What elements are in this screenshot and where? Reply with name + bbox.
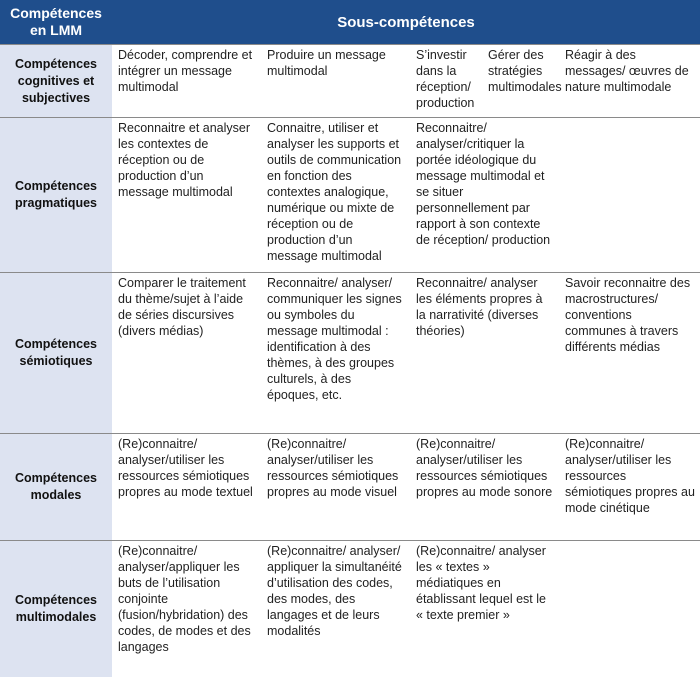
table-cell: (Re)connaitre/ analyser/utiliser les ressources sémiotiques propres au mode textuel: [112, 434, 261, 541]
table-row: [0, 541, 700, 677]
table-cell-empty: [559, 118, 700, 273]
table-cell: Reconnaitre/ analyser/critiquer la portée idéologique du message multimodal et se situer personnellement par rapport à son contexte de réception/ production: [410, 118, 559, 273]
table-cell-empty: [559, 541, 700, 677]
table-row: [0, 118, 700, 273]
table-cell: Décoder, comprendre et intégrer un message multimodal: [112, 45, 261, 118]
table-cell: (Re)connaitre/ analyser/appliquer les buts de l’utilisation conjointe (fusion/hybridation) des codes, de modes et des langages: [112, 541, 261, 677]
row-label-modales: Compétences modales: [0, 434, 112, 541]
table-cell: (Re)connaitre/ analyser/utiliser les ressources sémiotiques propres au mode visuel: [261, 434, 410, 541]
table-cell: Produire un message multimodal: [261, 45, 410, 118]
table-cell: Réagir à des messages/ œuvres de nature multimodale: [559, 45, 700, 118]
table-cell: Reconnaitre/ analyser les éléments propres à la narrativité (diverses théories): [410, 273, 559, 434]
table-cell: Savoir reconnaitre des macrostructures/ conventions communes à travers différents médias: [559, 273, 700, 434]
table-cell: Reconnaitre/ analyser/ communiquer les signes ou symboles du message multimodal : identification à des thèmes, à des groupes culturels, à des époques, etc.: [261, 273, 410, 434]
table-cell: Gérer des stratégies multimodales: [484, 45, 559, 118]
table-cell: (Re)connaitre/ analyser/ appliquer la simultanéité d’utilisation des codes, des modes, des langages et de leurs modalités: [261, 541, 410, 677]
table-cell: (Re)connaitre/ analyser/utiliser les ressources sémiotiques propres au mode cinétique: [559, 434, 700, 541]
table-row: [0, 434, 700, 541]
header-competences: Compétences en LMM: [0, 0, 112, 45]
header-sous-competences: Sous-compétences: [112, 0, 700, 45]
table-cell: Reconnaitre et analyser les contextes de réception ou de production d’un message multimodal: [112, 118, 261, 273]
row-label-semiotiques: Compétences sémiotiques: [0, 273, 112, 434]
table-cell: Comparer le traitement du thème/sujet à l’aide de séries discursives (divers médias): [112, 273, 261, 434]
row-label-cognitives: Compétences cognitives et subjectives: [0, 45, 112, 118]
table-cell: (Re)connaitre/ analyser/utiliser les ressources sémiotiques propres au mode sonore: [410, 434, 559, 541]
table-cell: S’investir dans la réception/ production: [410, 45, 484, 118]
header-row: [0, 0, 700, 45]
table-cell: Connaitre, utiliser et analyser les supports et outils de communication en fonction des contextes analogique, numérique ou mixte de réception ou de production d’un message multimodal: [261, 118, 410, 273]
row-label-pragmatiques: Compétences pragmatiques: [0, 118, 112, 273]
table-cell: (Re)connaitre/ analyser les « textes » médiatiques en établissant lequel est le « texte premier »: [410, 541, 559, 677]
row-label-multimodales: Compétences multimodales: [0, 541, 112, 677]
table-row: [0, 273, 700, 434]
table-row: [0, 45, 700, 118]
